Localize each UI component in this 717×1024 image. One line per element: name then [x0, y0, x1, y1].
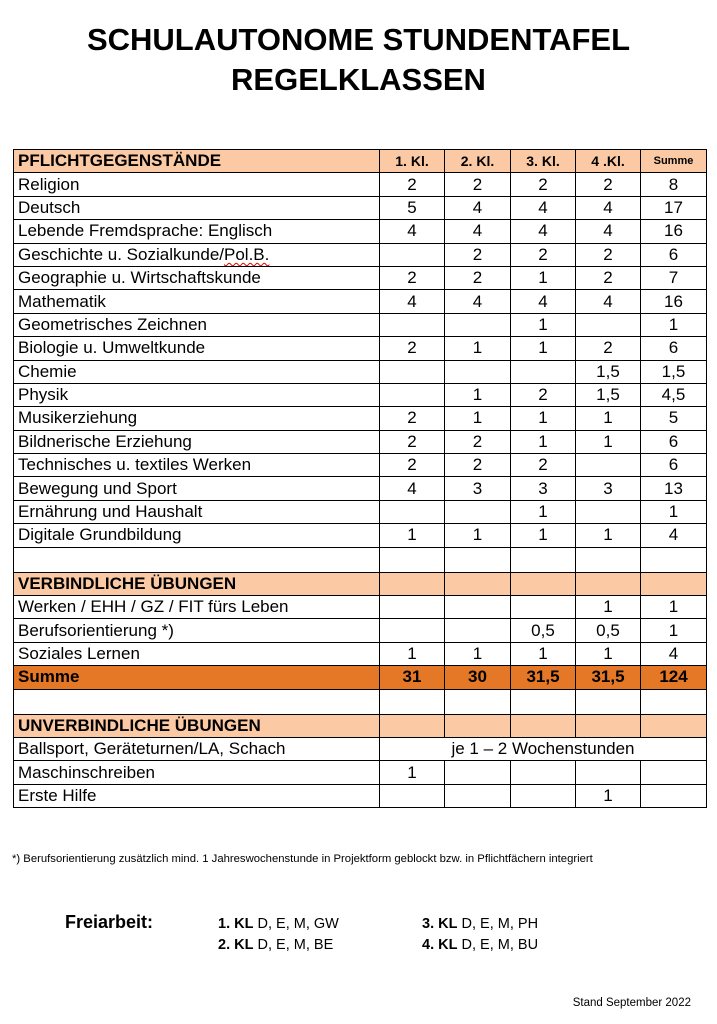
hours-kl3 — [511, 761, 576, 784]
hours-kl3: 1 — [511, 407, 576, 430]
hours-kl3 — [511, 784, 576, 807]
total-label: Summe — [14, 666, 380, 689]
date-stamp: Stand September 2022 — [572, 997, 691, 1009]
subject-name — [14, 243, 380, 266]
hours-kl4 — [576, 313, 641, 336]
section-header-pflicht — [14, 150, 707, 173]
hours-note: je 1 – 2 Wochenstunden — [380, 737, 707, 760]
hours-kl3 — [511, 596, 576, 619]
empty-cell — [511, 547, 576, 572]
hours-kl4 — [576, 761, 641, 784]
empty-cell — [641, 547, 707, 572]
hours-kl2: 2 — [445, 243, 511, 266]
hours-kl2: 1 — [445, 524, 511, 547]
hours-kl1 — [380, 383, 445, 406]
empty-cell — [576, 572, 641, 595]
empty-cell — [380, 547, 445, 572]
subject-name: Mathematik — [14, 290, 380, 313]
hours-kl4: 0,5 — [576, 619, 641, 642]
table-row — [14, 360, 707, 383]
hours-kl1 — [380, 619, 445, 642]
subject-name: Religion — [14, 173, 380, 196]
subject-name: Biologie u. Umweltkunde — [14, 337, 380, 360]
table-row — [14, 524, 707, 547]
hours-kl2: 1 — [445, 337, 511, 360]
hours-sum: 4 — [641, 642, 707, 665]
hours-kl3: 4 — [511, 220, 576, 243]
empty-cell — [576, 547, 641, 572]
hours-sum: 4,5 — [641, 383, 707, 406]
hours-kl3: 2 — [511, 243, 576, 266]
freiarbeit-label: Freiarbeit: — [65, 912, 154, 932]
hours-sum: 16 — [641, 290, 707, 313]
hours-kl1 — [380, 360, 445, 383]
table-row — [14, 454, 707, 477]
hours-kl4: 3 — [576, 477, 641, 500]
hours-kl4: 2 — [576, 337, 641, 360]
hours-kl1: 2 — [380, 173, 445, 196]
hours-kl1 — [380, 313, 445, 336]
hours-kl1: 2 — [380, 430, 445, 453]
subject-name: Soziales Lernen — [14, 642, 380, 665]
hours-sum: 1 — [641, 619, 707, 642]
col-header-kl1: 1. Kl. — [380, 150, 445, 173]
section-header-verbindlich — [14, 572, 707, 595]
hours-kl4: 4 — [576, 220, 641, 243]
hours-sum: 6 — [641, 430, 707, 453]
hours-kl3: 1 — [511, 642, 576, 665]
page-subtitle: REGELKLASSEN — [231, 62, 486, 97]
hours-kl4: 1 — [576, 642, 641, 665]
spellcheck-marked-text: Pol.B. — [224, 244, 270, 264]
hours-kl1: 2 — [380, 407, 445, 430]
subject-list: D, E, M, BU — [461, 937, 539, 953]
table-row — [14, 407, 707, 430]
hours-kl4 — [576, 500, 641, 523]
hours-kl1: 4 — [380, 290, 445, 313]
hours-sum: 1 — [641, 596, 707, 619]
subject-list: D, E, M, BE — [257, 937, 334, 953]
subject-name: Maschinschreiben — [14, 761, 380, 784]
table-row — [14, 383, 707, 406]
hours-sum: 1 — [641, 500, 707, 523]
subject-name: Technisches u. textiles Werken — [14, 454, 380, 477]
hours-kl2 — [445, 619, 511, 642]
table-row — [14, 642, 707, 665]
total-sum: 124 — [641, 666, 707, 689]
subject-name-part: Geschichte u. Sozialkunde/ — [18, 244, 225, 264]
class-number: 3. — [422, 916, 435, 932]
freiarbeit-item — [218, 937, 333, 953]
empty-cell — [380, 689, 445, 714]
hours-sum: 4 — [641, 524, 707, 547]
hours-kl3: 1 — [511, 500, 576, 523]
hours-kl1: 2 — [380, 454, 445, 477]
hours-sum: 5 — [641, 407, 707, 430]
table-row — [14, 337, 707, 360]
subject-name: Chemie — [14, 360, 380, 383]
hours-kl4: 1,5 — [576, 360, 641, 383]
empty-cell — [511, 714, 576, 737]
hours-kl3: 1 — [511, 266, 576, 289]
hours-kl2: 2 — [445, 430, 511, 453]
hours-kl2: 2 — [445, 266, 511, 289]
page-title: SCHULAUTONOME STUNDENTAFEL — [86, 22, 631, 57]
freiarbeit-item — [422, 916, 538, 932]
hours-kl1: 1 — [380, 524, 445, 547]
table-row — [14, 290, 707, 313]
hours-sum: 17 — [641, 196, 707, 219]
freiarbeit-item — [422, 937, 538, 953]
empty-cell — [576, 689, 641, 714]
hours-kl2: 4 — [445, 196, 511, 219]
empty-cell — [576, 714, 641, 737]
hours-kl2: 1 — [445, 383, 511, 406]
table-row — [14, 477, 707, 500]
hours-kl3: 1 — [511, 430, 576, 453]
subject-name: Deutsch — [14, 196, 380, 219]
hours-kl3: 3 — [511, 477, 576, 500]
subject-name: Ernährung und Haushalt — [14, 500, 380, 523]
subject-name: Bildnerische Erziehung — [14, 430, 380, 453]
col-header-kl3: 3. Kl. — [511, 150, 576, 173]
table-row — [14, 196, 707, 219]
hours-kl2: 1 — [445, 642, 511, 665]
hours-kl4: 2 — [576, 173, 641, 196]
hours-sum: 7 — [641, 266, 707, 289]
freiarbeit-item — [218, 916, 339, 932]
hours-kl4: 4 — [576, 290, 641, 313]
hours-sum: 6 — [641, 243, 707, 266]
table-row — [14, 500, 707, 523]
total-kl2: 30 — [445, 666, 511, 689]
class-abbrev: KL — [234, 937, 254, 953]
table-row — [14, 220, 707, 243]
empty-cell — [641, 714, 707, 737]
hours-kl2: 3 — [445, 477, 511, 500]
footnote: *) Berufsorientierung zusätzlich mind. 1 Jahreswochenstunde in Projektform geblockt bzw. in Pflichtfächern integriert — [12, 853, 593, 865]
section-header-unverbindlich — [14, 714, 707, 737]
subject-list: D, E, M, GW — [257, 916, 339, 932]
hours-kl4: 1,5 — [576, 383, 641, 406]
hours-kl1: 4 — [380, 477, 445, 500]
subject-name: Musikerziehung — [14, 407, 380, 430]
hours-kl4: 1 — [576, 407, 641, 430]
hours-kl2: 4 — [445, 290, 511, 313]
table-row — [14, 173, 707, 196]
hours-kl4: 4 — [576, 196, 641, 219]
class-number: 1. — [218, 916, 231, 932]
section-title: VERBINDLICHE ÜBUNGEN — [14, 572, 380, 595]
spacer-row — [14, 547, 707, 572]
subject-name: Berufsorientierung *) — [14, 619, 380, 642]
table-row — [14, 596, 707, 619]
subject-name: Lebende Fremdsprache: Englisch — [14, 220, 380, 243]
hours-kl1: 5 — [380, 196, 445, 219]
col-header-kl4: 4 .Kl. — [576, 150, 641, 173]
hours-kl4: 1 — [576, 524, 641, 547]
hours-sum — [641, 761, 707, 784]
hours-kl3: 2 — [511, 173, 576, 196]
hours-kl3 — [511, 360, 576, 383]
hours-sum — [641, 784, 707, 807]
hours-kl2 — [445, 313, 511, 336]
table-row — [14, 619, 707, 642]
empty-cell — [14, 547, 380, 572]
hours-sum: 13 — [641, 477, 707, 500]
hours-kl4: 1 — [576, 596, 641, 619]
hours-kl3: 4 — [511, 196, 576, 219]
table-row — [14, 761, 707, 784]
hours-sum: 1 — [641, 313, 707, 336]
section-title: UNVERBINDLICHE ÜBUNGEN — [14, 714, 380, 737]
table-row — [14, 737, 707, 760]
hours-kl3: 4 — [511, 290, 576, 313]
empty-cell — [445, 572, 511, 595]
class-abbrev: KL — [438, 916, 458, 932]
timetable — [13, 149, 707, 808]
table-row — [14, 784, 707, 807]
empty-cell — [641, 689, 707, 714]
class-abbrev: KL — [234, 916, 254, 932]
section-title: PFLICHTGEGENSTÄNDE — [14, 150, 380, 173]
hours-kl1 — [380, 500, 445, 523]
empty-cell — [380, 572, 445, 595]
hours-kl2: 4 — [445, 220, 511, 243]
hours-kl2: 2 — [445, 173, 511, 196]
hours-kl2 — [445, 761, 511, 784]
hours-kl1: 2 — [380, 337, 445, 360]
subject-name: Bewegung und Sport — [14, 477, 380, 500]
hours-kl1: 1 — [380, 642, 445, 665]
subject-name: Digitale Grundbildung — [14, 524, 380, 547]
hours-kl4: 2 — [576, 243, 641, 266]
table-row — [14, 313, 707, 336]
hours-kl4: 1 — [576, 784, 641, 807]
class-abbrev: KL — [438, 937, 458, 953]
table-row — [14, 243, 707, 266]
hours-kl4: 2 — [576, 266, 641, 289]
hours-kl3: 1 — [511, 313, 576, 336]
total-kl4: 31,5 — [576, 666, 641, 689]
empty-cell — [511, 572, 576, 595]
hours-kl3: 1 — [511, 524, 576, 547]
spacer-row — [14, 689, 707, 714]
hours-kl4 — [576, 454, 641, 477]
hours-kl1 — [380, 596, 445, 619]
hours-kl4: 1 — [576, 430, 641, 453]
hours-kl1: 1 — [380, 761, 445, 784]
table-row — [14, 266, 707, 289]
hours-kl2: 1 — [445, 407, 511, 430]
table-row — [14, 430, 707, 453]
class-number: 2. — [218, 937, 231, 953]
hours-sum: 16 — [641, 220, 707, 243]
subject-list: D, E, M, PH — [461, 916, 539, 932]
col-header-kl2: 2. Kl. — [445, 150, 511, 173]
hours-kl1: 2 — [380, 266, 445, 289]
subject-name: Geometrisches Zeichnen — [14, 313, 380, 336]
hours-sum: 8 — [641, 173, 707, 196]
hours-kl1 — [380, 243, 445, 266]
hours-sum: 1,5 — [641, 360, 707, 383]
empty-cell — [511, 689, 576, 714]
empty-cell — [445, 547, 511, 572]
hours-kl3: 0,5 — [511, 619, 576, 642]
subject-name: Physik — [14, 383, 380, 406]
hours-kl1: 4 — [380, 220, 445, 243]
total-row — [14, 666, 707, 689]
hours-kl3: 1 — [511, 337, 576, 360]
total-kl3: 31,5 — [511, 666, 576, 689]
empty-cell — [641, 572, 707, 595]
subject-name: Ballsport, Geräteturnen/LA, Schach — [14, 737, 380, 760]
subject-name: Werken / EHH / GZ / FIT fürs Leben — [14, 596, 380, 619]
empty-cell — [14, 689, 380, 714]
hours-kl2 — [445, 784, 511, 807]
subject-name: Geographie u. Wirtschaftskunde — [14, 266, 380, 289]
class-number: 4. — [422, 937, 435, 953]
col-header-summe: Summe — [641, 150, 707, 173]
total-kl1: 31 — [380, 666, 445, 689]
hours-kl3: 2 — [511, 454, 576, 477]
hours-kl3: 2 — [511, 383, 576, 406]
hours-kl2 — [445, 360, 511, 383]
empty-cell — [445, 714, 511, 737]
empty-cell — [380, 714, 445, 737]
hours-kl2: 2 — [445, 454, 511, 477]
hours-sum: 6 — [641, 454, 707, 477]
hours-kl1 — [380, 784, 445, 807]
empty-cell — [445, 689, 511, 714]
subject-name: Erste Hilfe — [14, 784, 380, 807]
hours-kl2 — [445, 500, 511, 523]
hours-kl2 — [445, 596, 511, 619]
hours-sum: 6 — [641, 337, 707, 360]
